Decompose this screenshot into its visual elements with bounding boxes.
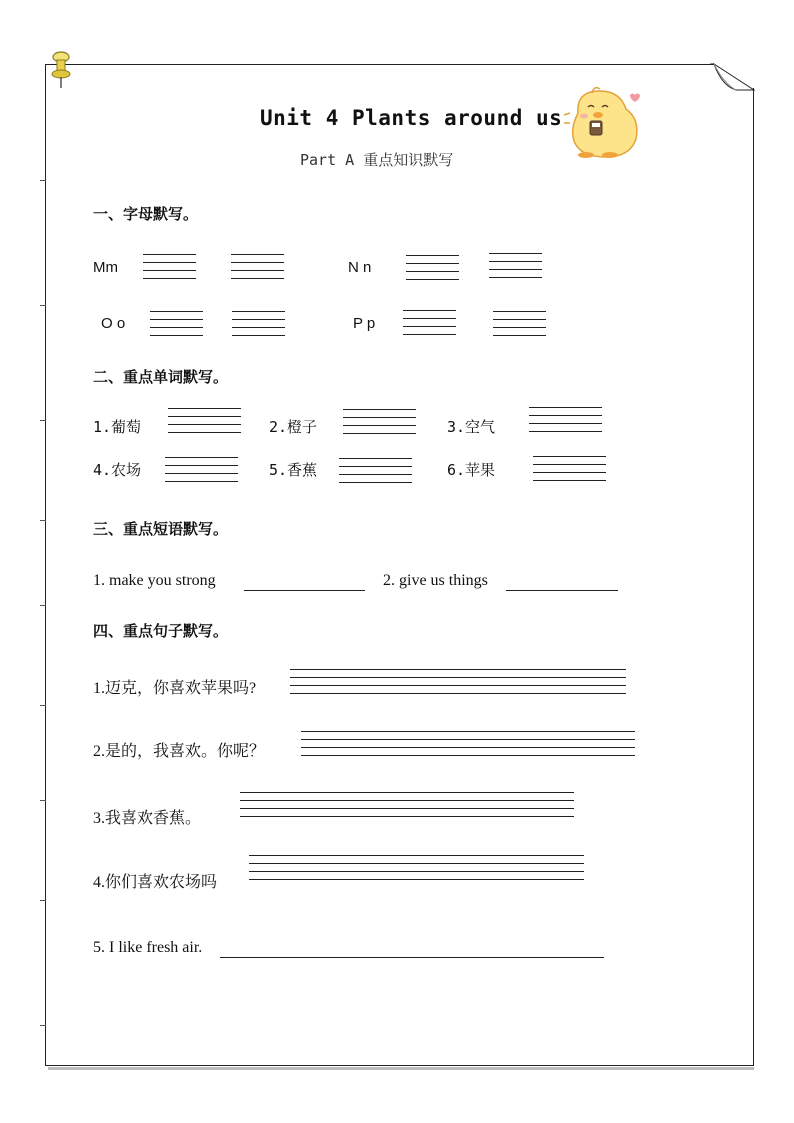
- writing-lines[interactable]: [231, 254, 284, 280]
- margin-tick: [40, 305, 46, 306]
- page-border-right: [753, 88, 754, 1066]
- margin-tick: [40, 705, 46, 706]
- sentence-prompt: 1.迈克，你喜欢苹果吗?: [93, 680, 257, 697]
- writing-lines[interactable]: [403, 310, 456, 336]
- word-prompt: 3.空气: [447, 418, 496, 436]
- writing-lines[interactable]: [489, 253, 542, 279]
- sentence-prompt: 4.你们喜欢农场吗: [93, 874, 218, 891]
- word-prompt: 6.苹果: [447, 461, 496, 479]
- page-curl: [710, 62, 756, 94]
- phrase-prompt: 2. give us things: [383, 572, 488, 589]
- writing-lines[interactable]: [150, 311, 203, 337]
- answer-line[interactable]: [244, 590, 365, 591]
- word-prompt: 4.农场: [93, 461, 142, 479]
- sentence-prompt: 5. I like fresh air.: [93, 939, 203, 956]
- word-prompt: 1.葡萄: [93, 418, 142, 436]
- writing-lines[interactable]: [232, 311, 285, 337]
- section-2-heading: 二、重点单词默写。: [93, 368, 229, 386]
- writing-lines[interactable]: [301, 731, 635, 757]
- word-prompt: 2.橙子: [269, 418, 318, 436]
- letter-label: N n: [348, 259, 372, 276]
- page-border-bottom: [46, 1065, 754, 1066]
- answer-line[interactable]: [220, 957, 604, 958]
- margin-tick: [40, 800, 46, 801]
- writing-lines[interactable]: [143, 254, 196, 280]
- margin-tick: [40, 1025, 46, 1026]
- section-4-heading: 四、重点句子默写。: [93, 622, 229, 640]
- writing-lines[interactable]: [240, 792, 574, 818]
- writing-lines[interactable]: [339, 458, 412, 484]
- page-border-top: [46, 64, 714, 65]
- phrase-prompt: 1. make you strong: [93, 572, 216, 589]
- letter-label: P p: [353, 315, 376, 332]
- margin-tick: [40, 605, 46, 606]
- margin-tick: [40, 420, 46, 421]
- page-shadow: [48, 1067, 754, 1070]
- sentence-prompt: 2.是的，我喜欢。你呢？: [93, 743, 266, 760]
- section-1-heading: 一、字母默写。: [93, 205, 199, 223]
- page-subtitle: Part A 重点知识默写: [300, 151, 454, 169]
- writing-lines[interactable]: [165, 457, 238, 483]
- chick-sticker: [560, 85, 646, 161]
- word-prompt: 5.香蕉: [269, 461, 318, 479]
- margin-tick: [40, 180, 46, 181]
- margin-tick: [40, 520, 46, 521]
- sentence-prompt: 3.我喜欢香蕉。: [93, 810, 202, 827]
- page-title: Unit 4 Plants around us: [260, 106, 563, 130]
- writing-lines[interactable]: [249, 855, 584, 881]
- writing-lines[interactable]: [533, 456, 606, 482]
- answer-line[interactable]: [506, 590, 618, 591]
- page-border-left: [45, 64, 46, 1066]
- letter-label: O o: [101, 315, 126, 332]
- writing-lines[interactable]: [168, 408, 241, 434]
- letter-label: Mm: [93, 259, 118, 276]
- writing-lines[interactable]: [493, 311, 546, 337]
- pushpin-icon: [48, 50, 76, 90]
- writing-lines[interactable]: [343, 409, 416, 435]
- writing-lines[interactable]: [290, 669, 626, 695]
- section-3-heading: 三、重点短语默写。: [93, 520, 229, 538]
- writing-lines[interactable]: [406, 255, 459, 281]
- writing-lines[interactable]: [529, 407, 602, 433]
- margin-tick: [40, 900, 46, 901]
